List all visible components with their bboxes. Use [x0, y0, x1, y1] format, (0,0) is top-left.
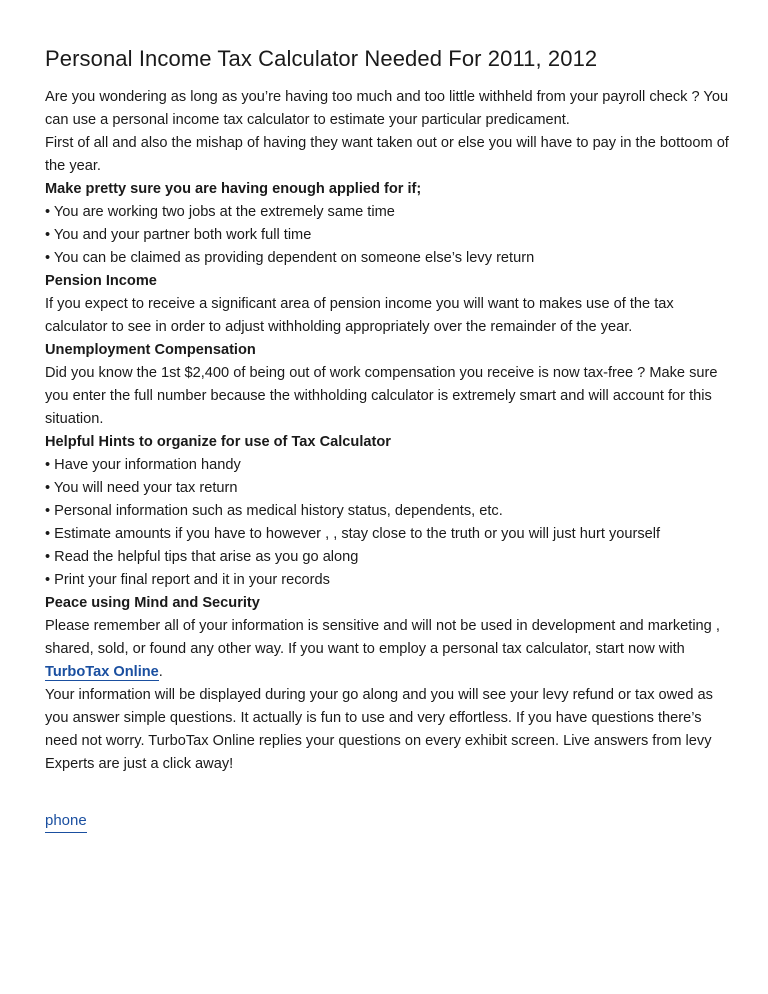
list-item: • You can be claimed as providing dependent on someone else’s levy return — [45, 250, 535, 266]
list-item: • You and your partner both work full time — [45, 227, 312, 243]
list-item: • Personal information such as medical history status, dependents, etc. — [45, 503, 503, 519]
section-heading-peace: Peace using Mind and Security — [45, 595, 260, 611]
document-body — [45, 44, 735, 776]
pension-paragraph: If you expect to receive a significant area of pension income you will want to makes use of the tax calculator to see in order to adjust withholding appropriately over the remainder of the year. — [45, 296, 674, 335]
list-item: • Print your final report and it in your records — [45, 572, 330, 588]
list-item: • You will need your tax return — [45, 480, 238, 496]
hints-list — [45, 454, 735, 592]
turbotax-online-link[interactable]: TurboTax Online — [45, 664, 159, 680]
peace-text-after-link: . — [158, 664, 163, 680]
peace-text-before-link: Please remember all of your information is sensitive and will not be used in development and marketing , shared, sold, or found any other way. If you want to employ a personal tax calculator, start now with — [45, 618, 720, 657]
peace-paragraph-2: Your information will be displayed during your go along and you will see your levy refund or tax owed as you answer simple questions. It actually is fun to use and very effortless. If you have questions there’s need not worry. TurboTax Online replies your questions on every exhibit screen. Live answers from levy Experts are just a click away! — [45, 687, 713, 772]
peace-paragraph-1 — [45, 615, 735, 684]
page-title: Personal Income Tax Calculator Needed For 2011, 2012 — [45, 46, 598, 71]
list-item: • Have your information handy — [45, 457, 241, 473]
intro-paragraph-1: Are you wondering as long as you’re having too much and too little withheld from your payroll check ? You can use a personal income tax calculator to estimate your particular predicament. — [45, 89, 729, 128]
list-item: • Estimate amounts if you have to however , , stay close to the truth or you will just hurt yourself — [45, 526, 661, 542]
list-item: • Read the helpful tips that arise as you go along — [45, 549, 359, 565]
section-heading-pension: Pension Income — [45, 273, 157, 289]
ensure-list — [45, 201, 735, 270]
section-heading-ensure: Make pretty sure you are having enough applied for if; — [45, 181, 422, 197]
unemployment-paragraph: Did you know the 1st $2,400 of being out of work compensation you receive is now tax-free ? Make sure you enter the full number because the withholding calculator is extremely smart and will account for this situation. — [45, 365, 718, 427]
phone-link[interactable]: phone — [45, 810, 87, 833]
intro-paragraph-2: First of all and also the mishap of having they want taken out or else you will have to pay in the bottoom of the year. — [45, 135, 729, 174]
section-heading-unemployment: Unemployment Compensation — [45, 342, 256, 358]
section-heading-hints: Helpful Hints to organize for use of Tax Calculator — [45, 434, 391, 450]
list-item: • You are working two jobs at the extremely same time — [45, 204, 395, 220]
